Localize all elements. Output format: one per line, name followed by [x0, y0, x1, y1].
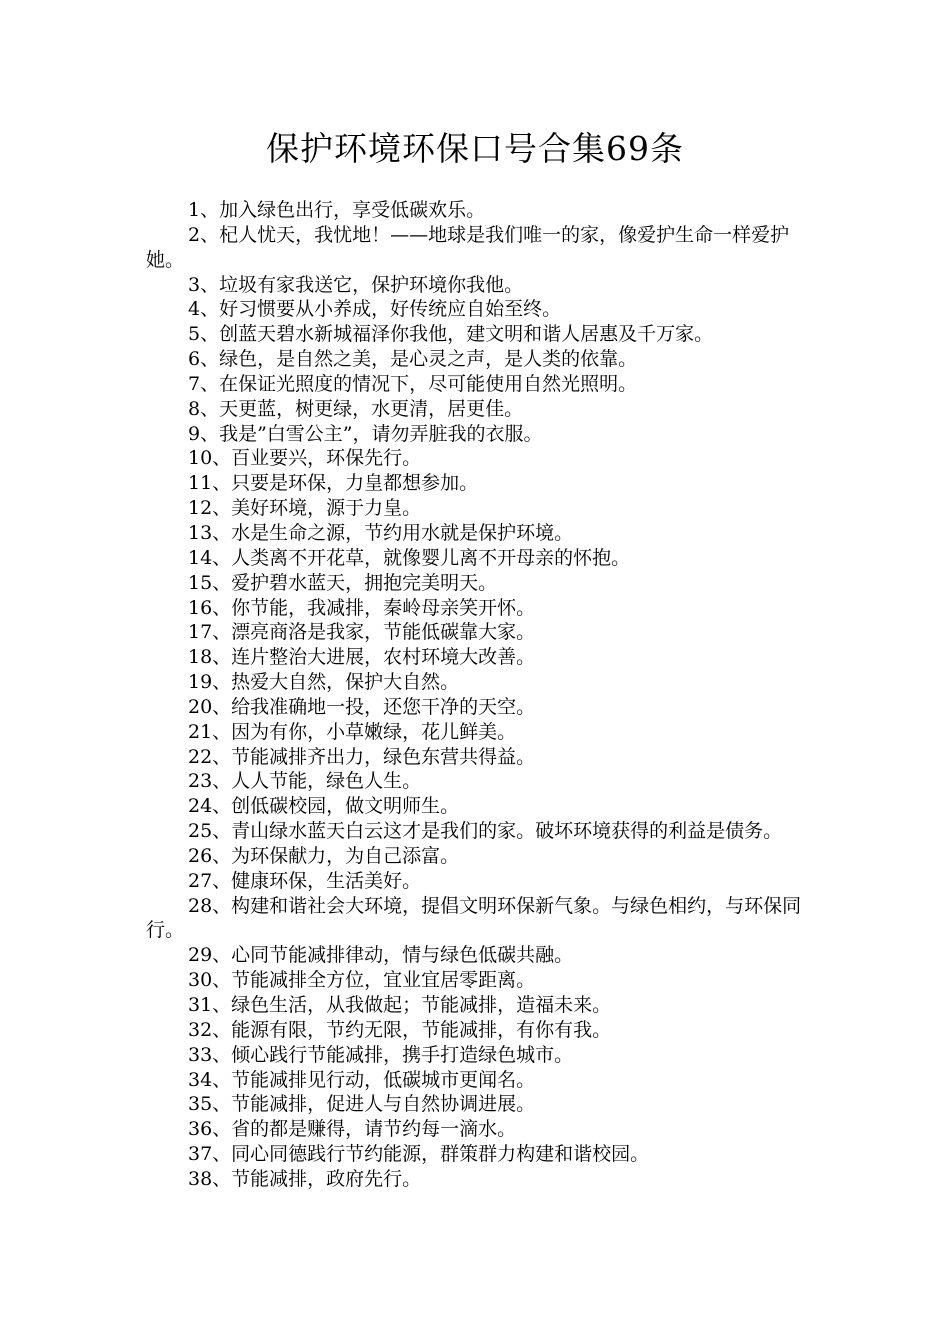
slogan-item: 19、热爱大自然，保护大自然。	[188, 671, 460, 694]
slogan-item: 33、倾心践行节能减排，携手打造绿色城市。	[188, 1043, 574, 1066]
slogan-item: 4、好习惯要从小养成，好传统应自始至终。	[188, 298, 562, 321]
slogan-item: 34、节能减排见行动，低碳城市更闻名。	[188, 1068, 536, 1091]
slogan-item: 29、心同节能减排律动，情与绿色低碳共融。	[188, 944, 574, 967]
slogan-item: 20、给我准确地一投，还您干净的天空。	[188, 695, 536, 718]
slogan-item: 30、节能减排全方位，宜业宜居零距离。	[188, 969, 536, 992]
slogan-item: 32、能源有限，节约无限，节能减排，有你有我。	[188, 1018, 612, 1041]
slogan-item: 9、我是”白雪公主”，请勿弄脏我的衣服。	[188, 422, 543, 445]
slogan-item: 1、加入绿色出行，享受低碳欢乐。	[188, 199, 486, 221]
slogan-item: 35、节能减排，促进人与自然协调进展。	[188, 1093, 536, 1116]
slogan-item: 11、只要是环保，力皇都想参加。	[188, 472, 479, 495]
slogan-item: 10、百业要兴，环保先行。	[188, 447, 422, 470]
slogan-item: 17、漂亮商洛是我家，节能低碳靠大家。	[188, 621, 536, 644]
slogan-item: 13、水是生命之源，节约用水就是保护环境。	[188, 521, 574, 544]
page-title: 保护环境环保口号合集69条	[266, 129, 684, 168]
slogan-item: 38、节能减排，政府先行。	[188, 1167, 422, 1190]
slogan-item: 15、爱护碧水蓝天，拥抱完美明天。	[188, 571, 498, 594]
slogan-item: 22、节能减排齐出力，绿色东营共得益。	[188, 745, 536, 768]
slogan-item: 12、美好环境，源于力皇。	[188, 497, 422, 520]
slogan-item: 16、你节能，我减排，秦岭母亲笑开怀。	[188, 596, 536, 619]
slogan-item: 26、为环保献力，为自己添富。	[188, 844, 460, 867]
slogan-item: 31、绿色生活，从我做起；节能减排，造福未来。	[188, 994, 612, 1016]
slogan-item: 28、构建和谐社会大环境，提倡文明环保新气象。与绿色相约，与环保同行。	[146, 894, 802, 942]
slogan-item: 24、创低碳校园，做文明师生。	[188, 795, 460, 818]
slogan-item: 25、青山绿水蓝天白云这才是我们的家。破坏环境获得的利益是债务。	[188, 820, 783, 843]
slogan-list	[146, 198, 826, 1192]
slogan-item: 27、健康环保，生活美好。	[188, 869, 422, 892]
slogan-item: 5、创蓝天碧水新城福泽你我他，建文明和谐人居惠及千万家。	[188, 323, 714, 346]
slogan-item: 7、在保证光照度的情况下，尽可能使用自然光照明。	[188, 372, 638, 395]
slogan-item: 23、人人节能，绿色人生。	[188, 770, 422, 793]
slogan-item: 6、绿色，是自然之美，是心灵之声，是人类的依靠。	[188, 348, 638, 371]
slogan-item: 2、杞人忧天，我忧地！——地球是我们唯一的家，像爱护生命一样爱护她。	[146, 223, 790, 271]
slogan-item: 8、天更蓝，树更绿，水更清，居更佳。	[188, 397, 524, 420]
slogan-item: 36、省的都是赚得，请节约每一滴水。	[188, 1118, 517, 1141]
slogan-item: 3、垃圾有家我送它，保护环境你我他。	[188, 273, 524, 296]
slogan-item: 21、因为有你，小草嫩绿，花儿鲜美。	[188, 720, 517, 743]
slogan-item: 14、人类离不开花草，就像婴儿离不开母亲的怀抱。	[188, 546, 631, 569]
slogan-item: 37、同心同德践行节约能源，群策群力构建和谐校园。	[188, 1143, 650, 1166]
slogan-item: 18、连片整治大进展，农村环境大改善。	[188, 646, 536, 669]
